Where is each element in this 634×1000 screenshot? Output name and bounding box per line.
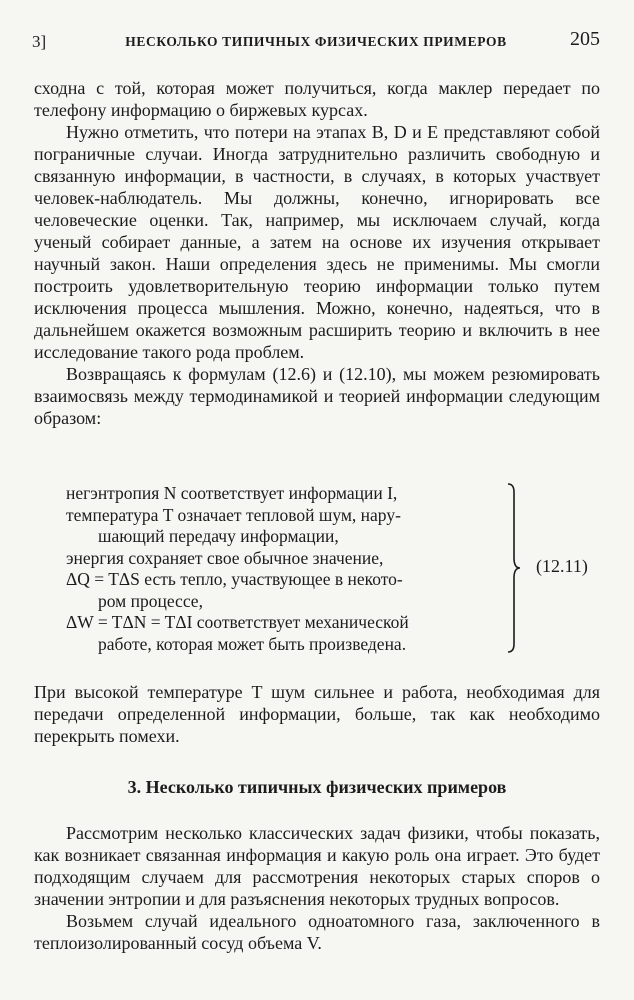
formula-line: негэнтропия N соответствует информации I, — [66, 483, 398, 503]
formula-line: работе, которая может быть произведена. — [98, 633, 407, 654]
section-marker: 3] — [32, 32, 47, 51]
paragraph: Нужно отметить, что потери на этапах B, D и E представляют собой пограничные случаи. Иногда затруднительно различить свободную и связанную информации, в частности, в случаях, в которых участвует человек-наблюдатель. Мы должны, конечно, игнорировать все человеческие оценки. Так, например, мы исключаем случай, когда ученый собирает данные, а затем на основе их изучения открывает научный закон. Наши определения здесь не применимы. Мы смогли построить удовлетворительную теорию информации только путем исключения процесса мышления. Можно, конечно, надеяться, что в дальнейшем окажется возможным расширить теорию и включить в нее исследование такого рода проблем. — [34, 122, 600, 362]
text-block-middle — [34, 681, 600, 747]
section-heading: 3. Несколько типичных физических примеров — [127, 777, 507, 797]
running-title: НЕСКОЛЬКО ТИПИЧНЫХ ФИЗИЧЕСКИХ ПРИМЕРОВ — [125, 34, 507, 49]
formula-line: шающий передачу информации, — [98, 526, 339, 546]
text-block-bottom — [34, 822, 600, 954]
paragraph: Возвращаясь к формулам (12.6) и (12.10), мы можем резюмировать взаимосвязь между термодинамикой и теорией информации следующим образом: — [34, 364, 600, 428]
text-block-top — [34, 77, 600, 429]
formula-line: ром процессе, — [98, 590, 203, 611]
formula-line: энергия сохраняет свое обычное значение, — [66, 547, 384, 568]
formula-line: ΔQ = TΔS есть тепло, участвующее в некото- — [66, 569, 403, 589]
formula-block — [66, 483, 498, 655]
paragraph: При высокой температуре T шум сильнее и работа, необходимая для передачи определенной информации, больше, так как необходимо перекрыть помехи. — [34, 682, 600, 746]
formula-line: температура T означает тепловой шум, нару- — [66, 504, 401, 525]
running-header — [32, 28, 600, 58]
formula-line: ΔW = TΔN = TΔI соответствует механической — [66, 612, 409, 632]
page-number: 205 — [570, 28, 600, 50]
paragraph: сходна с той, которая может получиться, когда маклер передает по телефону информацию о биржевых курсах. — [34, 78, 600, 120]
paragraph: Рассмотрим несколько классических задач физики, чтобы показать, как возникает связанная информация и какую роль она играет. Это будет подходящим случаем для рассмотрения некоторых старых споров о значении энтропии и для разъяснения некоторых трудных вопросов. — [34, 823, 600, 909]
equation-number: (12.11) — [536, 556, 588, 576]
right-brace — [506, 482, 522, 654]
paragraph: Возьмем случай идеального одноатомного газа, заключенного в теплоизолированный сосуд объема V. — [34, 911, 600, 953]
